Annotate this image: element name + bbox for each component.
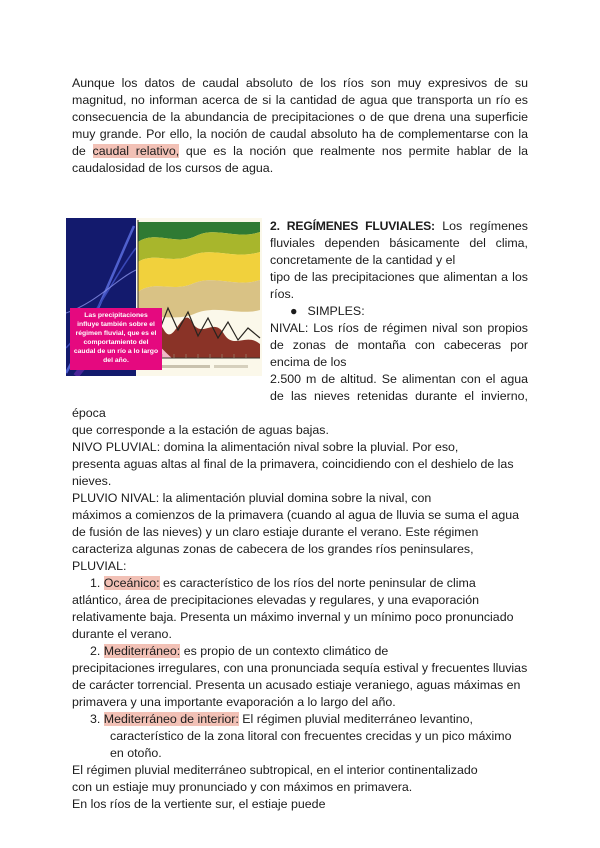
section-regimenes <box>72 218 528 813</box>
tail-a: El régimen pluvial mediterráneo subtropical, en el interior continentalizado <box>72 763 478 777</box>
paragraph-caudal-text-b: que es la noción que realmente nos permite hablar de la caudalosidad de los cursos de agua. <box>72 144 528 175</box>
paragraph-caudal-text-a: Aunque los datos de caudal absoluto de los ríos son muy expresivos de su magnitud, no informan acerca de si la cantidad de agua que transporta un río es consecuencia de la abundancia de precipitaciones o de que drena una superficie muy grande. Por ello, la noción de caudal absoluto ha de complementarse con la de <box>72 76 528 158</box>
item-3-text: El régimen pluvial mediterráneo levantino, característico de la zona litoral con frecuentes crecidas y un pico máximo en otoño. <box>110 712 512 760</box>
item-2-number: 2. <box>90 644 101 658</box>
paragraph-nivo-pluvial <box>72 439 528 490</box>
nivo-b: presenta aguas altas al final de la primavera, coincidiendo con el deshielo de las nieves. <box>72 457 514 488</box>
nival-b1: 2.500 m de altitud. Se alimentan con el agua de las nieves retenidas durante el invierno, época <box>72 372 528 420</box>
paragraph-caudal <box>72 75 528 177</box>
item-2-text-a: es propio de un contexto climático de <box>183 644 389 658</box>
section-intro-a: Los regímenes fluviales dependen básicamente del clima, concretamente de la cantidad y el <box>270 219 528 267</box>
nival-a: NIVAL: Los ríos de régimen nival son propios de zonas de montaña con cabeceras por encima de los <box>270 321 528 369</box>
nivo-a: NIVO PLUVIAL: domina la alimentación nival sobre la pluvial. Por eso, <box>72 440 459 454</box>
figure-callout: Las precipitaciones influye también sobre el régimen fluvial, que es el comportamiento del caudal de un río a lo largo del año. <box>70 308 162 370</box>
section-heading: 2. REGÍMENES FLUVIALES: <box>270 219 435 233</box>
item-1-term: Oceánico: <box>103 576 160 590</box>
nival-b2: que corresponde a la estación de aguas bajas. <box>72 423 329 437</box>
item-1-text: es característico de los ríos del norte peninsular de clima atlántico, área de precipitaciones elevadas y regulares, y una evaporación relativamente baja. Presenta un máximo invernal y un mínimo poco pronunciado durante el verano. <box>72 576 514 641</box>
item-2-term: Mediterráneo: <box>103 644 181 658</box>
item-3-term: Mediterráneo de interior: <box>103 712 239 726</box>
item-3-number: 3. <box>90 712 101 726</box>
item-2-text-b: precipitaciones irregulares, con una pronunciada sequía estival y frecuentes lluvias de carácter torrencial. Presenta un acusado estiaje veraniego, aguas máximas en primavera y una importante evaporación a lo largo del año. <box>72 661 528 709</box>
pluvio-a: PLUVIO NIVAL: la alimentación pluvial domina sobre la nival, con <box>72 491 432 505</box>
tail-b: con un estiaje muy pronunciado y con máximos en primavera. <box>72 780 413 794</box>
paragraph-tail <box>72 762 528 813</box>
list-item-mediterraneo <box>72 643 528 711</box>
bullet-dot-icon: ● <box>290 304 298 318</box>
pluvial-label: PLUVIAL: <box>72 559 127 573</box>
bullet-simples-label: SIMPLES: <box>307 304 365 318</box>
section-intro-b: tipo de las precipitaciones que alimentan a los ríos. <box>270 270 528 301</box>
hydrograph-figure <box>66 218 262 376</box>
item-1-number: 1. <box>90 576 101 590</box>
tail-c: En los ríos de la vertiente sur, el estiaje puede <box>72 797 326 811</box>
pluvio-b: máximos a comienzos de la primavera (cuando al agua de lluvia se suma el agua de fusión de las nieves) y un claro estiaje durante el verano. Este régimen caracteriza algunas zonas de cabecera de los grandes ríos peninsulares, <box>72 508 519 556</box>
list-item-mediterraneo-interior <box>72 711 528 762</box>
paragraph-pluvio-nival <box>72 490 528 558</box>
highlight-caudal-relativo: caudal relativo, <box>92 144 180 158</box>
list-item-oceanico <box>72 575 528 643</box>
